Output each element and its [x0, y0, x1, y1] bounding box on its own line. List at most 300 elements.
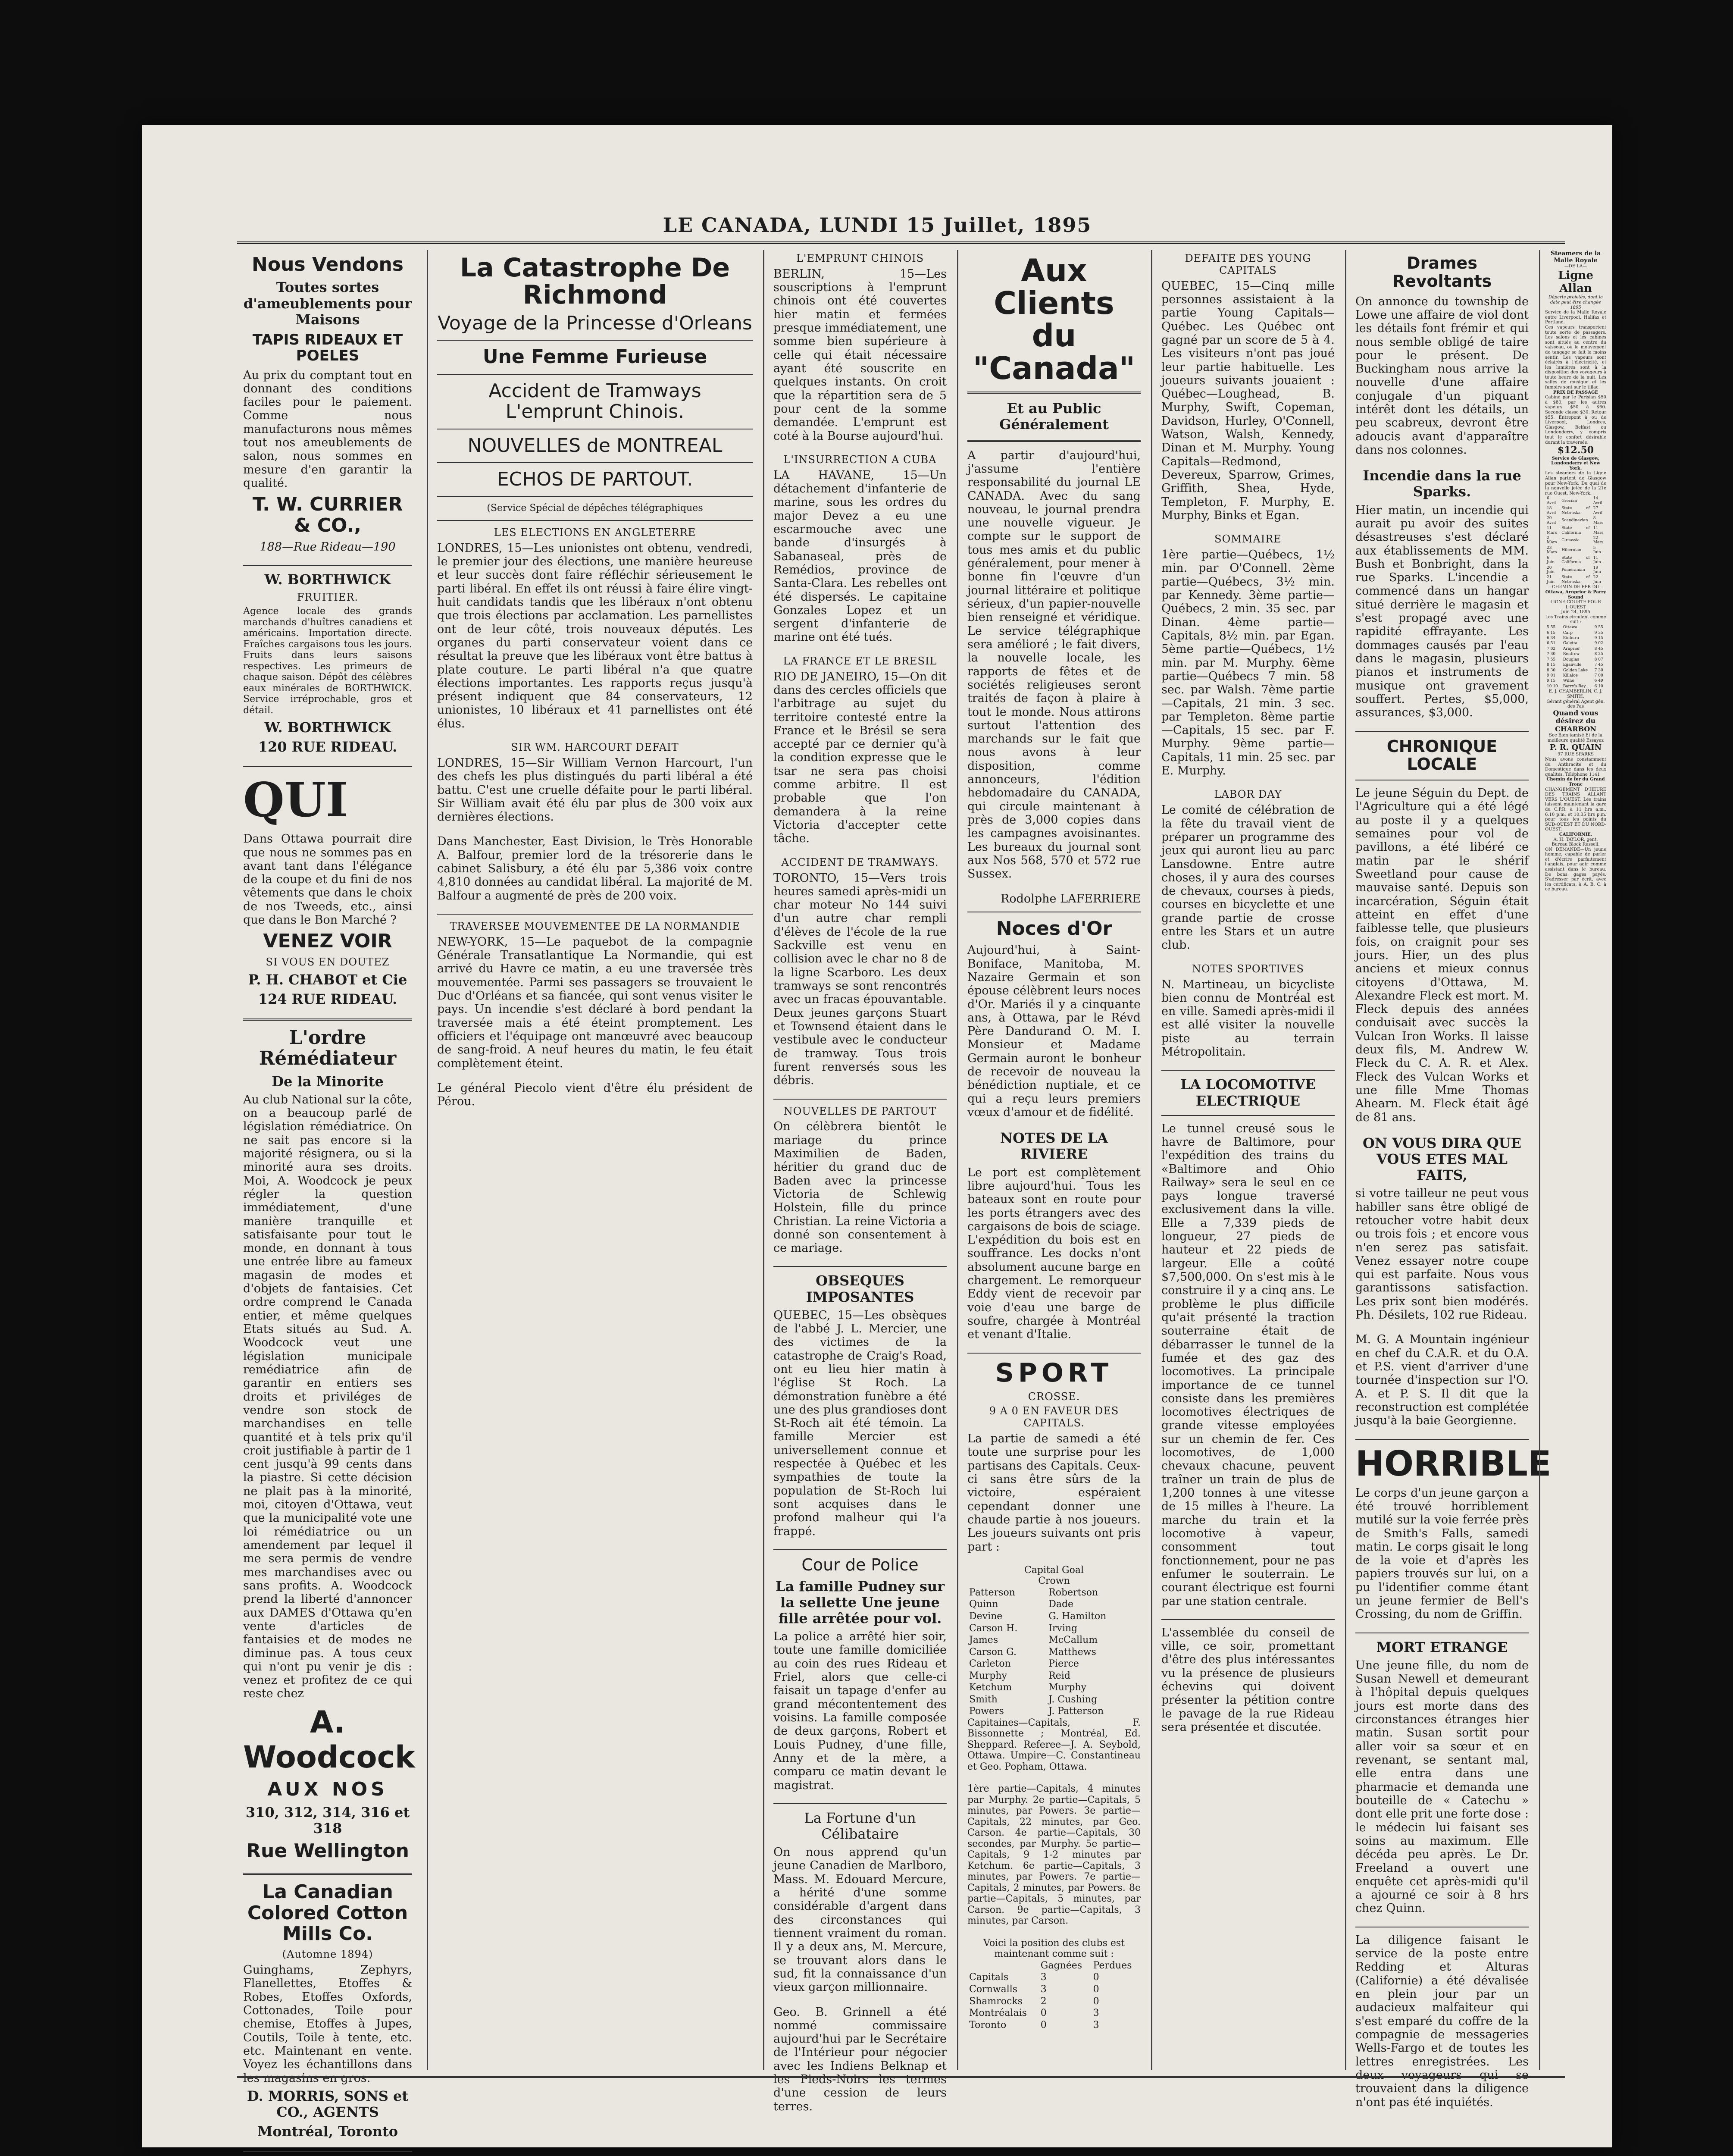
- article-body: On annonce du township de Lowe une affaire de viol dont les détails font frémir et qui nous semble obligé de taire pour le présent. De Buckingham nous arrive la nouvelle d'une affaire conjugale d'un piquant intérêt dont les détails, un peu scabreux, devront être adoucis avant d'apparaître dans nos colonnes.: [1355, 295, 1529, 457]
- table-cell: 7 00: [1594, 674, 1603, 678]
- table-cell: 6 10: [1594, 684, 1603, 689]
- table-cell: 9 01: [1547, 674, 1556, 678]
- ad-title: L'ordre Rémédiateur: [259, 1026, 397, 1070]
- table-cell: 8 45: [1594, 646, 1603, 651]
- standings-row: [967, 1996, 1141, 2008]
- section-subheading: LIGNE COURTE POUR L'OUEST: [1550, 600, 1601, 610]
- section-heading: L'INSURRECTION A CUBA: [783, 453, 937, 466]
- table-cell: 18 Avril: [1547, 506, 1556, 515]
- standings-row: [967, 2007, 1141, 2019]
- standings-row: [967, 1984, 1141, 1996]
- schedule-row: [1545, 662, 1606, 667]
- table-cell: 0: [1040, 2008, 1047, 2019]
- section-heading: CHRONIQUE LOCALE: [1386, 736, 1498, 774]
- section-heading: LA LOCOMOTIVE ELECTRIQUE: [1180, 1076, 1316, 1109]
- article-body: La diligence faisant le service de la poste entre Redding et Alturas (Californie) a été dévalisée en plein jour par un audacieux malfaiteur qui s'est emparé du coffre de la compagnie de messageries Wells-Fargo et de toutes les lettres enregistrées. Les deux voyageurs qui se trouvaient dans la diligence n'ont pas été inquiétés.: [1355, 1933, 1529, 2109]
- divider: [437, 496, 753, 497]
- table-cell: Robertson: [1048, 1587, 1098, 1598]
- table-cell: Arnprior: [1563, 646, 1580, 651]
- ad-season: (Automne 1894): [282, 1948, 373, 1961]
- table-cell: Devine: [969, 1611, 1003, 1622]
- ad-city: Montréal, Toronto: [257, 2123, 398, 2140]
- article-subtitle-5: ECHOS DE PARTOUT.: [497, 468, 693, 490]
- divider: [1355, 731, 1529, 732]
- column-rule: [1539, 250, 1540, 2070]
- table-cell: Shamrocks: [969, 1996, 1023, 2007]
- chabot-ad: [243, 771, 412, 1007]
- table-cell: 9 02: [1594, 641, 1603, 646]
- article-body: Ces vapeurs transportent toute sorte de passagers. Les salons et les cabines sont situés au centre du vaisseau, où le mouvement de tangage se fait le moins sentir. Les vapeurs sont éclairés à l'électricité, et les lumières sont à la disposition des voyageurs à toute heure de la nuit. Les salles de musique et les fumoirs sont sur le tillac.: [1545, 325, 1606, 390]
- section-heading: SOMMAIRE: [1214, 533, 1282, 545]
- table-cell: McCallum: [1048, 1635, 1098, 1646]
- article-body: NEW-YORK, 15—Le paquebot de la compagnie Générale Transatlantique La Normandie, qui est arrivé du Havre ce matin, a eu une traversée très mouvementée. Parmi ses passagers se trouvaient le Duc d'Orléans et sa fiancée, qui sont venus visiter le pays. Un incendie s'est déclaré à bord pendant la traversée mais a été éteint promptement. Les officiers et l'équipage ont manœuvré avec beaucoup de sang-froid. A neuf heures du matin, le feu était complètement éteint.: [437, 935, 753, 1070]
- allan-subtitle: Départs projetés, dont la date peut être changée 1895: [1548, 295, 1603, 310]
- article-body: Le comité de célébration de la fête du travail vient de préparer un programme des jeux qui auront lieu au parc Lansdowne. Entre autre choses, il y aura des courses de chevaux, courses à pieds, courses en bicyclette et une grande partie de crosse entre les Stars et un autre club.: [1161, 803, 1335, 952]
- divider: [773, 1549, 947, 1550]
- schedule-row: [1545, 506, 1606, 516]
- lineup-table: [967, 1587, 1141, 1717]
- schedule-date: Juin 24, 1895: [1561, 610, 1590, 615]
- table-cell: 9 15: [1594, 636, 1603, 640]
- ad-firm: W. BORTHWICK: [264, 571, 391, 588]
- column-5: [1155, 250, 1341, 2070]
- woodcock-numbers: 310, 312, 314, 316 et 318: [245, 1804, 410, 1836]
- ad-trade: FRUITIER.: [297, 591, 359, 603]
- agent: A. H. TAYLOR, gent.: [1553, 837, 1598, 842]
- table-cell: Eganville: [1563, 663, 1582, 667]
- table-cell: Toronto: [969, 2019, 1007, 2031]
- ad-address: 120 RUE RIDEAU.: [258, 738, 397, 755]
- table-cell: Carleton: [969, 1658, 1011, 1670]
- table-cell: J. Cushing: [1048, 1694, 1098, 1705]
- article-title: Aux Clients du "Canada": [973, 252, 1136, 386]
- divider: [437, 462, 753, 463]
- section-heading: HORRIBLE: [1355, 1443, 1552, 1484]
- lineup-team-2: Crown: [1038, 1576, 1070, 1587]
- table-cell: State of Nebraska: [1561, 575, 1590, 584]
- table-cell: Galetta: [1563, 641, 1578, 646]
- article-body: Les steamers de la Ligne Allan partent de Glasgow pour New-York. Du quai de la nouvelle jetée de la 21e rue Ouest, New-York.: [1545, 471, 1606, 496]
- column-rule: [957, 250, 958, 2070]
- section-heading: SPORT: [995, 1357, 1113, 1388]
- table-cell: J. Patterson: [1048, 1706, 1104, 1717]
- agent-office: Bureau Block Russell.: [1552, 842, 1600, 847]
- currier-ad: [243, 254, 412, 554]
- price: $12.50: [1557, 445, 1594, 456]
- schedule-row: [1545, 657, 1606, 662]
- charbon-body: Sec Bien tamisé Et de la meilleure qualité Essayez: [1548, 733, 1604, 743]
- woodcock-street: Rue Wellington: [246, 1839, 409, 1862]
- article-body: RIO DE JANEIRO, 15—On dit dans des cercles officiels que l'arbitrage au sujet du territoire contesté entre la France et le Brésil se sera accepté par ce dernier qu'à la condition expresse que le tsar ne sera pas choisi comme arbitre. Il est probable que l'on demandera à la reine Victoria d'accepter cette tâche.: [773, 670, 947, 846]
- table-cell: 27 Avril: [1593, 506, 1603, 515]
- table-cell: 2: [1040, 1996, 1047, 2007]
- article-body: Geo. B. Grinnell a été nommé commissaire aujourd'hui par le Secrétaire de l'Intérieur pour négocier avec les Indiens Belknap et les Pieds-Noirs les termes d'une cession de leurs terres.: [773, 2005, 947, 2113]
- article-body: Le corps d'un jeune garçon a été trouvé horriblement mutilé sur la voie ferrée près de Smith's Falls, samedi matin. Le corps gisait le long de la voie et d'après les papiers trouvés sur lui, on a pu l'identifier comme étant un jeune fermier de Bell's Crossing, du nom de Griffin.: [1355, 1486, 1529, 1621]
- table-cell: 5 Juin: [1593, 545, 1601, 555]
- divider: [243, 1018, 412, 1021]
- lineup-row: [967, 1646, 1141, 1658]
- schedule-row: [1545, 630, 1606, 636]
- table-cell: Kinburn: [1563, 636, 1579, 640]
- table-cell: G. Hamilton: [1048, 1611, 1107, 1622]
- article-subtitle-2: Une Femme Furieuse: [482, 346, 707, 368]
- section-heading: Noces d'Or: [996, 917, 1112, 940]
- table-cell: Scandinavian: [1561, 518, 1588, 523]
- table-cell: Carp: [1563, 630, 1573, 635]
- cotton-ad: [243, 1882, 412, 2140]
- schedule-row: [1545, 496, 1606, 506]
- table-cell: James: [969, 1635, 998, 1646]
- divider: [243, 2151, 412, 2152]
- section-heading: TRAVERSEE MOUVEMENTEE DE LA NORMANDIE: [450, 920, 740, 933]
- table-cell: 8 30: [1547, 668, 1556, 673]
- schedule-row: [1545, 545, 1606, 555]
- schedule-row: [1545, 646, 1606, 652]
- divider: [967, 392, 1141, 394]
- article-body: QUEBEC, 15—Cinq mille personnes assistaient à la partie Young Capitals—Québec. Les Québec ont gagné par un score de 5 à 4. Les visiteurs n'ont pas joué leur partie habituelle. Les joueurs suivants jouaient : Québec—Loughead, B. Murphy, Swift, Copeman, Davidson, Hurley, O'Connell, Watson, Walsh, Kennedy, Dinan et M. Murphy. Young Capitals—Redmond, Devereux, Sparrow, Grimes, Griffith, Shea, Hyde, Templeton, F. Murphy, E. Murphy, Binks et Egan.: [1161, 279, 1335, 522]
- ad-cta-sub: SI VOUS EN DOUTEZ: [266, 956, 390, 968]
- schedule-row: [1545, 673, 1606, 678]
- table-cell: State of California: [1561, 526, 1590, 535]
- ad-firm-2: W. BORTHWICK: [264, 719, 391, 736]
- table-cell: Carson H.: [969, 1623, 1018, 1634]
- section-heading: Incendie dans la rue Sparks.: [1363, 467, 1521, 500]
- schedule-row: [1545, 625, 1606, 630]
- schedule-row: [1545, 536, 1606, 545]
- ad-address: 124 RUE RIDEAU.: [258, 990, 397, 1007]
- divider: [967, 440, 1141, 442]
- column-rule: [1345, 250, 1346, 2070]
- divider: [773, 1266, 947, 1267]
- section-subheading: 9 A 0 EN FAVEUR DES CAPITALS.: [989, 1405, 1119, 1429]
- ad-firm: P. H. CHABOT et Cie: [248, 971, 407, 988]
- divider: [437, 374, 753, 375]
- article-body: Dans Manchester, East Division, le Très Honorable A. Balfour, premier lord de la trésorerie dans le cabinet Salisbury, a été élu par 5,386 voix contre 4,810 données au candidat libéral. La majorité de M. Balfour a augmenté de près de 200 voix.: [437, 835, 753, 903]
- table-cell: 21 Juin: [1547, 575, 1555, 584]
- column-rule: [1151, 250, 1152, 2070]
- quain-name: P. R. QUAIN: [1549, 743, 1602, 752]
- table-cell: 8 07: [1594, 657, 1603, 662]
- lineup-team-1: Capital Goal: [1024, 1564, 1084, 1576]
- signature: Rodolphe LAFERRIERE: [1001, 892, 1141, 906]
- table-cell: 11 Mars: [1593, 526, 1604, 535]
- ad-body: Dans Ottawa pourrait dire que nous ne sommes pas en avant tant dans l'élégance de la coupe et du fini de nos vêtements que dans le choix de nos Tweeds, etc., ainsi que dans le Bon Marché ?: [243, 832, 412, 927]
- ad-body: Au prix du comptant tout en donnant des conditions faciles pour le paiement. Comme nous manufacturons nous mêmes tout nos ameublements de salon, nous sommes en mesure d'en garantir la qualité.: [243, 368, 412, 490]
- article-body: Le tunnel creusé sous le havre de Baltimore, pour l'expédition des trains du «Baltimore and Ohio Railway» sera le seul en ce pays longue traversé exclusivement dans la ville. Elle a 7,339 pieds de longueur, 27 pieds de hauteur et 22 pieds de largeur. Elle a coûté $7,500,000. On s'est mis à le construire il y a cinq ans. Le problème le plus difficile qu'ait présenté la traction souterraine était de débarrasser le tunnel de la fumée et des gaz des locomotives. La principale importance de ce tunnel consiste dans les premières locomotives électriques de grande vitesse employées sur un chemin de fer. Ces locomotives, de 1,000 chevaux chacune, peuvent traîner un train de plus de 1,200 tonnes à une vitesse de 15 milles à l'heure. La marche du train et la locomotive à vapeur, consomment tout fonctionnement, pour ne pas enfumer le souterrain. Le courant électrique est fourni par une station centrale.: [1161, 1122, 1335, 1608]
- table-cell: 3: [1040, 1984, 1047, 1995]
- column-4: [961, 250, 1147, 2070]
- section-heading: ACCIDENT DE TRAMWAYS.: [781, 856, 939, 868]
- table-cell: 3: [1093, 2008, 1099, 2019]
- table-cell: 22 Juin: [1593, 575, 1601, 584]
- section-heading: NOUVELLES DE PARTOUT: [783, 1105, 937, 1117]
- article-body: Le port est complètement libre aujourd'hui. Tous les bateaux sont en route pour les ports étrangers avec des cargaisons de bois de sciage. L'expédition du bois est en souffrance. Les docks n'ont absolument aucune barge en chargement. Le remorqueur Eddy vient de recevoir par voie d'eau une barge de soufre, chargée à Montréal et venant d'Italie.: [967, 1166, 1141, 1341]
- section-heading: ON VOUS DIRA QUE VOUS ETES MAL FAITS,: [1362, 1134, 1521, 1184]
- article-body: QUEBEC, 15—Les obsèques de l'abbé J. L. Mercier, une des victimes de la catastrophe de Craig's Road, ont eu lieu hier matin à l'église St Roch. La démonstration funèbre a été une des plus grandioses dont St-Roch ait été témoin. La famille Mercier est universellement connue et respectée à Québec et les sympathies de toute la population de St-Roch lui sont acquises dans le profond malheur qui l'a frappé.: [773, 1308, 947, 1538]
- lineup-row: [967, 1623, 1141, 1635]
- table-cell: 0: [1040, 2019, 1047, 2031]
- divider: [1161, 1619, 1335, 1620]
- article-subtitle: Et au Public Généralement: [999, 400, 1109, 433]
- section-heading: SIR WM. HARCOURT DEFAIT: [511, 741, 679, 754]
- divider: [243, 1873, 412, 1875]
- article-body: Le jeune Séguin du Dept. de l'Agriculture qui a été légé au poste il y a quelques semaines pour vol de pavillons, a été libéré ce matin par le shérif Sweetland pour cause de mauvaise santé. Depuis son incarcération, Séguin était atteint en effet d'une faiblesse telle, que plusieurs fois, on craignit pour ses jours. Hier, un des plus anciens et mieux connus citoyens d'Ottawa, M. Alexandre Fleck est mort. M. Fleck depuis des années conduisait avec succès la Vulcan Iron Works. Il laisse deux fils, M. Andrew W. Fleck du C. A. R. et Alex. Fleck des Vulcan Works et une fille Mme Thomas Ahearn. M. Fleck était âgé de 81 ans.: [1355, 787, 1529, 1124]
- article-body: Une jeune fille, du nom de Susan Newell et demeurant à l'hôpital depuis quelques jours est morte dans des circonstances étranges hier matin. Susan sortit pour aller voir sa sœur et en revenant, se sentant mal, elle entra dans une pharmacie et demanda une bouteille de « Catechu » dont elle prit une forte dose : le médecin lui faisant ses soins au maximum. Elle décéda peu après. Le Dr. Freeland a ouvert une enquête cet après-midi qu'il a ajourné ce soir à 8 hrs chez Quinn.: [1355, 1658, 1529, 1915]
- divider: [773, 1099, 947, 1100]
- officials: E. J. CHAMBERLIN, C. J. SMITH,: [1548, 689, 1603, 699]
- article-body: LONDRES, 15—Les unionistes ont obtenu, vendredi, le premier jour des élections, une manière heureuse et leur succès dont faire réfléchir sérieusement le parti libéral. En effet ils ont réussi à faire élire vingt-huit candidats tandis que les libéraux n'ont obtenu que trois élections par acclamation. Les parnellistes ont de leur côté, trois nouveaux députés. Les organes du parti conservateur voient dans ce résultat la preuve que les libéraux vont être battus à plate couture. Le parti libéral n'a que quatre élections importantes. Les rapports reçus jusqu'à présent indiquent que 84 conservateurs, 12 unionistes, 10 libéraux et 41 parnellistes ont été élus.: [437, 541, 753, 730]
- ad-body: Agence locale des grands marchands d'huîtres canadiens et américains. Importation directe. Fraîches cargaisons tous les jours. Fruits dans leurs saisons respectives. Les primeurs de chaque saison. Dépôt des célèbres eaux minérales de BORTHWICK. Service irréprochable, gros et détail.: [243, 606, 412, 716]
- article-subtitle: Voyage de la Princesse d'Orleans: [438, 312, 752, 334]
- section-heading: LES ELECTIONS EN ANGLETERRE: [494, 526, 696, 539]
- divider: [773, 1803, 947, 1804]
- table-cell: Patterson: [969, 1587, 1015, 1598]
- divider: [437, 520, 753, 521]
- table-cell: Ottawa: [1563, 625, 1577, 630]
- section-heading: PRIX DE PASSAGE: [1553, 390, 1598, 395]
- lineup-row: [967, 1682, 1141, 1694]
- schedule-row: [1545, 678, 1606, 683]
- table-cell: Hibernian: [1561, 548, 1582, 553]
- table-cell: 6 Juin: [1547, 555, 1555, 565]
- table-cell: Dade: [1048, 1599, 1074, 1610]
- lineup-row: [967, 1611, 1141, 1623]
- borthwick-ad: [243, 572, 412, 755]
- table-cell: 23 Mars: [1547, 545, 1557, 555]
- table-cell: 6 49: [1594, 679, 1603, 683]
- schedule-row: [1545, 555, 1606, 565]
- schedule-row: [1545, 575, 1606, 585]
- table-cell: 11 Juin: [1593, 555, 1601, 565]
- ad-items: TAPIS RIDEAUX ET POELES: [252, 331, 403, 365]
- glasgow-schedule: [1545, 496, 1606, 585]
- top-rule: [237, 241, 1565, 244]
- schedule-row: [1545, 641, 1606, 646]
- table-cell: Douglas: [1563, 657, 1579, 662]
- article-body: La police a arrêté hier soir, toute une famille domiciliée au coin des rues Rideau et Friel, alors que celle-ci faisait un tapage d'enfer au grand mécontentement des voisins. La famille composée de deux garçons, Robert et Louis Pudney, d'une fille, Anny et de la mère, a comparu ce matin devant le magistrat.: [773, 1630, 947, 1792]
- table-cell: 8 15: [1547, 663, 1556, 667]
- schedule-row: [1545, 526, 1606, 536]
- masthead: LE CANADA, LUNDI 15 Juillet, 1895: [663, 213, 1092, 237]
- table-cell: Murphy: [969, 1670, 1007, 1681]
- article-body: M. G. A Mountain ingénieur en chef du C.A.R. et du O.A. et P.S. vient d'arriver d'une tournée d'inspection sur l'O. A. et P. S. Il dit que la reconstruction est complétée jusqu'à la baie Georgienne.: [1355, 1333, 1529, 1428]
- section-heading: MORT ETRANGE: [1376, 1639, 1508, 1655]
- section-heading: LA FRANCE ET LE BRESIL: [783, 655, 937, 667]
- table-cell: Smith: [969, 1694, 998, 1705]
- table-cell: 6 15: [1547, 630, 1556, 635]
- table-cell: 22 Mars: [1593, 536, 1604, 545]
- table-cell: Golden Lake: [1563, 668, 1588, 673]
- table-cell: 20 Juin: [1547, 565, 1555, 575]
- table-header-cell: Gagnées: [1040, 1960, 1082, 1971]
- article-body: LONDRES, 15—Sir William Vernon Harcourt, l'un des chefs les plus distingués du parti libéral a été battu. C'est une cruelle défaite pour le parti libéral. Sir William avait été élu par plus de 300 voix aux dernières élections.: [437, 756, 753, 824]
- table-cell: 0: [1093, 1984, 1099, 1995]
- section-heading: La Fortune d'un Célibataire: [804, 1809, 916, 1842]
- article-body: On célèbrera bientôt le mariage du prince Maximilien de Baden, héritier du grand duc de Baden avec la princesse Victoria de Schlewig Holstein, fille du prince Christian. La reine Victoria a donné son consentement à ce mariage.: [773, 1120, 947, 1255]
- section-heading: Ottawa, Arnprior & Parry Sound: [1545, 589, 1606, 600]
- ad-body: Guinghams, Zephyrs, Flanellettes, Etoffes & Robes, Etoffes Oxfords, Cottonades, Toile pour chemise, Etoffes à Jupes, Coutils, Toile à tente, etc. etc. Maintenant en vente. Voyez les échantillons dans les magasins en gros.: [243, 1963, 412, 2085]
- article-body: La partie de samedi a été toute une surprise pour les partisans des Capitals. Ceux-ci sans être sûrs de la victoire, espéraient cependant donner une chaude partie à nos joueurs. Les joueurs suivants ont pris part :: [967, 1432, 1141, 1554]
- table-cell: 10 10: [1547, 684, 1558, 689]
- quain-body: Nous avons constamment du Anthracite et du Domestique dans les deux qualités. Téléphone 1141: [1545, 757, 1606, 777]
- article-body: Hier matin, un incendie qui aurait pu avoir des suites désastreuses s'est déclaré aux établissements de MM. Bush et Bonbright, dans la rue Sparks. L'incendie a commencé dans un hangar situé derrière le magasin et s'est propagé avec une rapidité effrayante. Les dommages causés par l'eau dans le magasin, plusieurs pianos et instruments de musique ont gravement souffert. Pertes, $5,000, assurances, $3,000.: [1355, 503, 1529, 720]
- column-1: [237, 250, 418, 2140]
- article-body: A partir d'aujourd'hui, j'assume l'entière responsabilité du journal LE CANADA. Avec du sang nouveau, le journal prendra une nouvelle vigueur. Je compte sur le support de tous mes amis et du public généralement, pour mener à bonne fin l'œuvre d'un journal littéraire et politique sérieux, d'un papier-nouvelle bien renseigné et véridique. Le service télégraphique sera amélioré ; le fait divers, la nouvelle locale, les rapports de fêtes et de sociétés religieuses seront traités de façon à plaire à tout le monde. Nous attirons surtout l'attention des marchands sur le fait que nous avons à leur disposition, comme annonceurs, l'édition hebdomadaire du CANADA, qui circule maintenant à près de 3,000 copies dans les campagnes avoisinantes. Les bureaux du journal sont aux Nos 568, 570 et 572 rue Sussex.: [967, 448, 1141, 881]
- divider: [1355, 1439, 1529, 1440]
- ad-title: La Canadian Colored Cotton Mills Co.: [247, 1881, 408, 1945]
- section-heading: Drames Revoltants: [1392, 254, 1492, 291]
- article-body: N. Martineau, un bicycliste bien connu de Montréal est en ville. Samedi après-midi il est allé visiter la nouvelle piste au terrain Métropolitain.: [1161, 978, 1335, 1059]
- table-cell: 7 45: [1594, 663, 1603, 667]
- quain-address: 97 RUE SPARKS: [1557, 752, 1594, 757]
- table-cell: 6 51: [1547, 641, 1556, 646]
- woodcock-auxnos: AUX NOS: [267, 1778, 388, 1801]
- table-cell: 7 02: [1547, 646, 1556, 651]
- table-cell: State of California: [1561, 555, 1590, 565]
- table-cell: 0: [1093, 1996, 1099, 2007]
- table-cell: Reid: [1048, 1670, 1070, 1681]
- table-cell: 8 25: [1594, 652, 1603, 657]
- table-cell: 6 Avril: [1547, 496, 1556, 505]
- ad-title: Nous Vendons: [252, 254, 404, 276]
- column-7: [1543, 250, 1608, 2070]
- section-heading: Steamers de la Malle Royale: [1550, 250, 1601, 264]
- section-heading: NOTES SPORTIVES: [1192, 962, 1304, 975]
- table-cell: Grecian: [1561, 498, 1577, 503]
- table-cell: 6 34: [1547, 636, 1556, 640]
- standings-heading: Voici la position des clubs est maintenant comme suit :: [983, 1937, 1125, 1960]
- table-cell: Quinn: [969, 1599, 998, 1610]
- article-body: si votre tailleur ne peut vous habiller sans être obligé de retoucher votre habit deux ou trois fois ; et encore vous n'en serez pas satisfait. Venez essayer notre coupe qui est parfaite. Nous vous garantissons satisfaction. Les prix sont bien modérés. Ph. Désilets, 102 rue Rideau.: [1355, 1187, 1529, 1322]
- schedule-row: [1545, 516, 1606, 526]
- officials-titles: Gérant général Agent gén. des Pas: [1546, 699, 1605, 709]
- table-cell: 7 55: [1547, 657, 1556, 662]
- article-body: TORONTO, 15—Vers trois heures samedi après-midi un char moteur No 144 suivi d'un autre char rempli d'élèves de l'école de la rue Sackville est venu en collision avec le char no 8 de la ligne Scarboro. Les deux tramways se sont rencontrés avec un fracas épouvantable. Deux jeunes garçons Stuart et Townsend étaient dans le vestibule avec le conducteur de tramway. Tous trois furent renversés sous les débris.: [773, 871, 947, 1087]
- section-heading: La famille Pudney sur la sellette Une jeune fille arrêtée pour vol.: [776, 1578, 945, 1626]
- article-subtitle-3: Accident de Tramways L'emprunt Chinois.: [488, 379, 701, 423]
- ad-firm: T. W. CURRIER & CO.,: [252, 493, 403, 536]
- table-cell: Renfrew: [1563, 652, 1580, 657]
- standings-table: [967, 1960, 1141, 2031]
- article-body: Service de la Malle Royale entre Liverpool, Halifax et Portland.: [1545, 310, 1606, 325]
- woodcock-name: A. Woodcock: [243, 1704, 415, 1775]
- table-header-cell: [967, 1960, 1039, 1972]
- lineup-row: [967, 1598, 1141, 1611]
- table-cell: Killaloe: [1563, 674, 1578, 678]
- newspaper-page: [142, 125, 1612, 2147]
- woodcock-ad: [243, 1026, 415, 1862]
- table-cell: Barry's Bay: [1563, 684, 1586, 689]
- table-cell: Pierce: [1048, 1658, 1079, 1670]
- ad-address: 188—Rue Rideau—190: [260, 540, 396, 554]
- table-cell: 9 55: [1594, 625, 1603, 630]
- ad-title: QUI: [243, 771, 348, 827]
- divider: [967, 1353, 1141, 1354]
- table-cell: 8 Mars: [1593, 516, 1604, 525]
- table-cell: 19 Juin: [1593, 565, 1601, 575]
- divider: [1161, 1115, 1335, 1116]
- standings-row: [967, 2019, 1141, 2031]
- lineup-row: [967, 1694, 1141, 1706]
- lineup-row: [967, 1670, 1141, 1682]
- article-body: 1ère partie—Capitals, 4 minutes par Murphy. 2e partie—Capitals, 5 minutes, par Powers. 3e partie—Capitals, 22 minutes, par Geo. Carson. 4e partie—Capitals, 30 secondes, par Murphy. 5e partie—Capitals, 9 1-2 minutes par Ketchum. 6e partie—Capitals, 3 minutes, par Powers. 7e partie—Capitals, 2 minutes, par Powers. 8e partie—Capitals, 5 minutes, par Carson. 9e partie—Capitals, 3 minutes, par Carson.: [967, 1783, 1141, 1927]
- table-cell: 3: [1040, 1972, 1047, 1983]
- table-cell: 2 Mars: [1547, 536, 1557, 545]
- section-heading: NOTES DE LA RIVIERE: [1000, 1130, 1108, 1163]
- table-cell: 3: [1093, 2019, 1099, 2031]
- article-body: Aujourd'hui, à Saint-Boniface, Manitoba, M. Nazaire Germain et son épouse célèbrent leurs noces d'Or. Mariés il y a cinquante ans, à Ottawa, par le Révd Père Dandurand O. M. I. Monsieur et Madame Germain auront le bonheur de recevoir de nouveau la bénédiction nuptiale, et ce qui a reçu leurs premiers vœux d'amour et de fidélité.: [967, 943, 1141, 1119]
- table-cell: Capitals: [969, 1972, 1009, 1983]
- section-heading: Service de Glasgow, Londonderry et New York.: [1551, 456, 1600, 471]
- table-cell: 7 30: [1594, 668, 1603, 673]
- ad-body: Au club National sur la côte, on a beaucoup parlé de législation rémédiatrice. On ne sait pas encore si la majorité résignera, ou si la minorité aura ses droits. Moi, A. Woodcock je peux régler la question immédiatement, d'une manière tranquille et satisfaisante pour tout le monde, en donnant à tous une entrée libre au fameux magasin de modes et d'objets de fantaisies. Cet ordre comprend le Canada entier, et même quelques Etats situés au Sud. A. Woodcock veut une législation municipale remédiatrice afin de garantir en entiers ses droits et priviléges de vendre son stock de marchandises en telle quantité et à tels prix qu'il croit justifiable à partir de 1 cent jusqu'à 99 cents dans la piastre. Si cette décision ne plait pas à la minorité, moi, citoyen d'Ottawa, veut que la municipalité vote une loi rémédiatrice ou un amendement par lequel il me sera permis de vendre mes marchandises avec ou sans profits. A. Woodcock prend la liberté d'annoncer aux DAMES d'Ottawa qu'en vente d'articles de fantaisies et de modes ne diminue pas. A tous ceux qui n'ont pu venir je dis : venez et profitez de ce qui reste chez: [243, 1093, 412, 1701]
- article-body: 1ère partie—Québecs, 1½ min. par O'Connell. 2ème partie—Québecs, 3½ min. par Kennedy. 3ème partie—Québecs, 2 min. 35 sec. par Dinan. 4ème partie—Capitals, 8½ min. par Egan. 5ème partie—Québecs, 1½ min. par M. Murphy. 6ème partie—Québecs 7 min. 58 sec. par Walsh. 7ème partie—Capitals, 21 min. 3 sec. par Templeton. 8ème partie—Capitals, 15 sec. par F. Murphy. 9ème partie—Capitals, 11 min. 25 sec. par E. Murphy.: [1161, 548, 1335, 778]
- article-body: ON DEMANDE—Un jeune homme, capable de parler et d'écrire parfaitement l'anglais, pour agir comme assistant dans le bureau. De bons gages payés. S'adresser par écrit, avec les certificats, à A. B. C. à ce bureau.: [1545, 847, 1606, 892]
- divider: [437, 340, 753, 341]
- ottawa-schedule: [1545, 625, 1606, 689]
- column-rule: [427, 250, 428, 2070]
- table-cell: Pomeranian: [1561, 567, 1585, 572]
- divider: [437, 914, 753, 915]
- table-cell: State of Nebraska: [1561, 506, 1590, 515]
- section-heading: CROSSE.: [1028, 1390, 1080, 1403]
- service-note: (Service Spécial de dépêches télégraphiques: [487, 503, 703, 514]
- table-cell: Circassia: [1561, 538, 1580, 543]
- article-subtitle-4: NOUVELLES de MONTREAL: [467, 434, 723, 457]
- schedule-row: [1545, 565, 1606, 575]
- table-cell: 20 Avril: [1547, 516, 1556, 525]
- section-heading: CALIFORNIE.: [1559, 832, 1592, 837]
- table-cell: 9 35: [1594, 630, 1603, 635]
- lineup-row: [967, 1634, 1141, 1646]
- lineup-row: [967, 1658, 1141, 1670]
- table-cell: 0: [1093, 1972, 1099, 1983]
- table-cell: Matthews: [1048, 1646, 1096, 1658]
- article-body: Le général Piecolo vient d'être élu président de Pérou.: [437, 1081, 753, 1109]
- article-body: On nous apprend qu'un jeune Canadien de Marlboro, Mass. M. Edouard Mercure, a hérité d'une somme considérable d'argent dans des circonstances qui tiennent vraiment du roman. Il y a deux ans, M. Mercure, se trouvant alors dans le sud, fit la connaissance d'un vieux garçon millionnaire.: [773, 1846, 947, 1994]
- table-cell: 9 15: [1547, 679, 1556, 683]
- table-cell: 14 Avril: [1593, 496, 1603, 505]
- column-3: [767, 250, 953, 2113]
- schedule-row: [1545, 652, 1606, 657]
- schedule-row: [1545, 636, 1606, 641]
- table-header: [967, 1960, 1141, 1972]
- allan-title: Ligne Allan: [1558, 269, 1593, 295]
- column-rule: [763, 250, 764, 2070]
- schedule-row: [1545, 668, 1606, 673]
- charbon-title: Quand vous désirez du CHARBON: [1553, 708, 1598, 733]
- table-cell: Wilno: [1563, 679, 1574, 683]
- table-cell: 7 30: [1547, 652, 1556, 657]
- table-cell: Irving: [1048, 1623, 1078, 1634]
- article-body: CHANGEMENT D'HEURE DES TRAINS ALLANT VERS L'OUEST. Les trains laissent maintenant la gare du C.P.R. à 11 hrs a.m., 6.10 p.m. et 10.35 hrs p.m. pour tous les points du SUD-OUEST ET DU NORD-OUEST.: [1545, 787, 1606, 832]
- section-heading: Chemin de fer du Grand Tronc: [1546, 777, 1605, 787]
- divider: [243, 565, 412, 566]
- table-cell: Powers: [969, 1706, 1004, 1717]
- section-heading: DEFAITE DES YOUNG CAPITALS: [1185, 252, 1311, 276]
- article-body: L'assemblée du conseil de ville, ce soir, promettant d'être des plus intéressantes vu la présence de plusieurs échevins qui doivent présenter la pétition contre le pavage de la rue Rideau sera présentée et discutée.: [1161, 1626, 1335, 1734]
- article-body: Capitaines—Capitals, F. Bissonnette ; Montréal, Ed. Sheppard. Referee—J. A. Seybold, Ottawa. Umpire—C. Constantineau et Geo. Popham, Ottawa.: [967, 1717, 1141, 1772]
- ad-subtitle: Toutes sortes d'ameublements pour Maisons: [243, 279, 412, 328]
- standings-row: [967, 1971, 1141, 1984]
- table-cell: Ketchum: [969, 1682, 1012, 1693]
- section-heading: LABOR DAY: [1214, 788, 1282, 801]
- table-cell: Cornwalls: [969, 1984, 1018, 1995]
- section-heading: Cour de Police: [801, 1555, 919, 1574]
- table-cell: 11 Mars: [1547, 526, 1557, 535]
- ad-agents: D. MORRIS, SONS et CO., AGENTS: [247, 2087, 409, 2121]
- article-body: LA HAVANE, 15—Un détachement d'infanterie de marine, sous les ordres du major Devez a eu une escarmouche avec une bande d'insurgés à Sabanaseal, près de Remédios, province de Santa-Clara. Les rebelles ont été dispersés. Le capitaine Gonzales Lopez et un sergent d'infanterie de marine ont été tués.: [773, 468, 947, 644]
